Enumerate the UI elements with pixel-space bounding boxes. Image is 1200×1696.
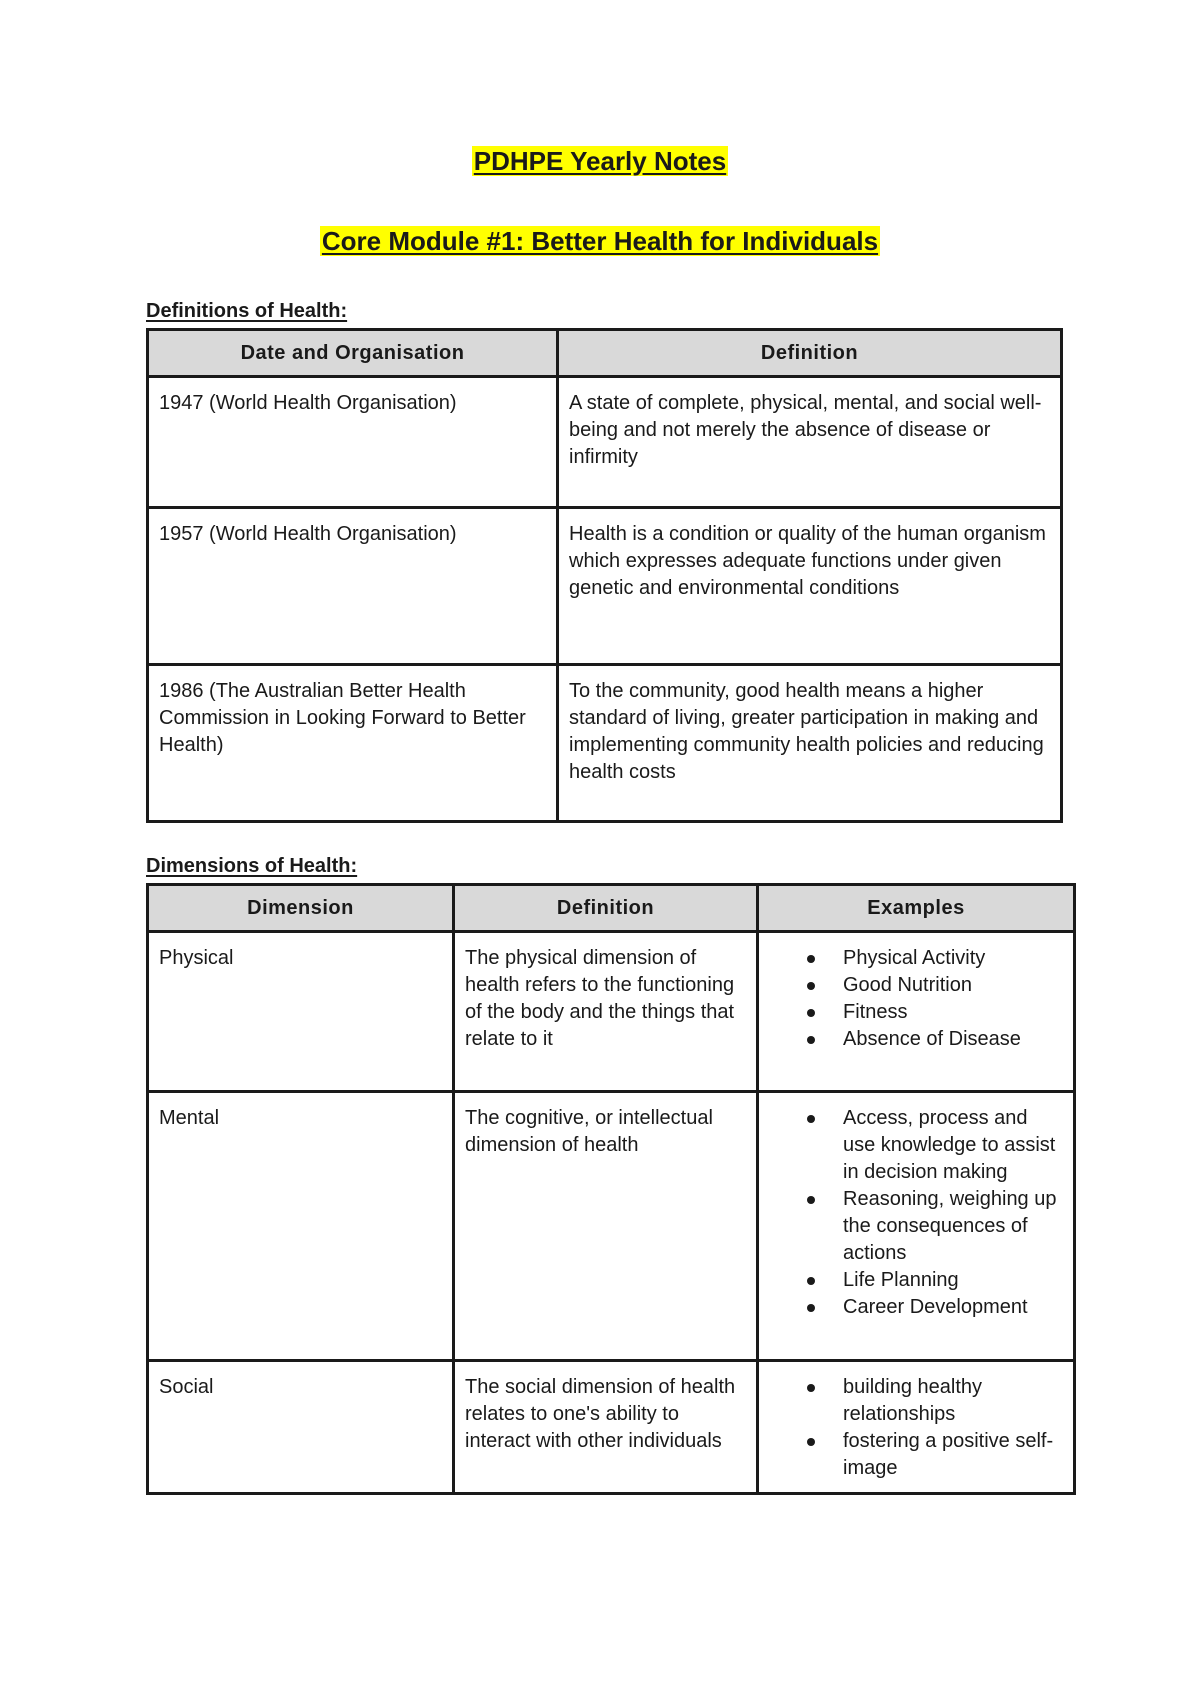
table-row	[148, 1092, 1075, 1361]
table-row	[148, 1361, 1075, 1494]
list-item: Fitness	[843, 999, 1063, 1026]
definition-cell: A state of complete, physical, mental, and social well-being and not merely the absence of disease or infirmity	[558, 377, 1062, 508]
definitions-table	[146, 328, 1063, 823]
dimension-cell: Mental	[148, 1092, 454, 1361]
table-header-row	[148, 885, 1075, 932]
table-header-row	[148, 330, 1062, 377]
examples-cell	[758, 1361, 1075, 1494]
examples-list	[769, 1374, 1063, 1482]
table-row	[148, 932, 1075, 1092]
examples-list	[769, 1105, 1063, 1321]
dimensions-section-label: Dimensions of Health:	[146, 855, 358, 877]
list-item: Reasoning, weighing up the consequences of actions	[843, 1186, 1063, 1267]
examples-list	[769, 945, 1063, 1053]
table-row	[148, 377, 1062, 508]
list-item: Good Nutrition	[843, 972, 1063, 999]
definition-cell: Health is a condition or quality of the human organism which expresses adequate functions under given genetic and environmental conditions	[558, 508, 1062, 665]
date-organisation-cell: 1947 (World Health Organisation)	[148, 377, 558, 508]
list-item: fostering a positive self-image	[843, 1428, 1063, 1482]
date-organisation-cell: 1986 (The Australian Better Health Commission in Looking Forward to Better Health)	[148, 665, 558, 822]
list-item: building healthy relationships	[843, 1374, 1063, 1428]
dimension-cell: Social	[148, 1361, 454, 1494]
column-header-definition: Definition	[454, 885, 758, 932]
module-title	[0, 226, 1200, 257]
table-row	[148, 508, 1062, 665]
document-title	[0, 146, 1200, 177]
date-organisation-cell: 1957 (World Health Organisation)	[148, 508, 558, 665]
examples-cell	[758, 932, 1075, 1092]
column-header-examples: Examples	[758, 885, 1075, 932]
module-title-text: Core Module #1: Better Health for Individuals	[321, 226, 879, 256]
list-item: Absence of Disease	[843, 1026, 1063, 1053]
definition-cell: The physical dimension of health refers to the functioning of the body and the things that relate to it	[454, 932, 758, 1092]
list-item: Life Planning	[843, 1267, 1063, 1294]
list-item: Career Development	[843, 1294, 1063, 1321]
table-row	[148, 665, 1062, 822]
definition-cell: The cognitive, or intellectual dimension of health	[454, 1092, 758, 1361]
examples-cell	[758, 1092, 1075, 1361]
definitions-section-label: Definitions of Health:	[146, 300, 348, 322]
column-header-date-organisation: Date and Organisation	[148, 330, 558, 377]
list-item: Physical Activity	[843, 945, 1063, 972]
column-header-definition: Definition	[558, 330, 1062, 377]
column-header-dimension: Dimension	[148, 885, 454, 932]
definition-cell: To the community, good health means a higher standard of living, greater participation in making and implementing community health policies and reducing health costs	[558, 665, 1062, 822]
definition-cell: The social dimension of health relates to one's ability to interact with other individuals	[454, 1361, 758, 1494]
list-item: Access, process and use knowledge to assist in decision making	[843, 1105, 1063, 1186]
document-title-text: PDHPE Yearly Notes	[473, 146, 727, 176]
dimension-cell: Physical	[148, 932, 454, 1092]
dimensions-table	[146, 883, 1076, 1495]
